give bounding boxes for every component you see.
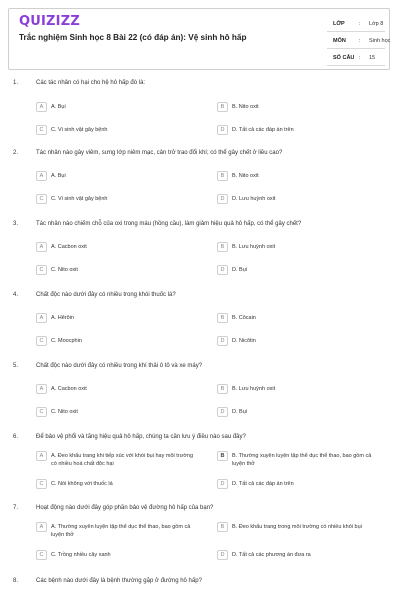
- worksheet-title: Trắc nghiệm Sinh học 8 Bài 22 (có đáp án): Vệ sinh hô hấp: [19, 33, 247, 42]
- meta-value: Sinh học: [369, 38, 391, 44]
- question-text: Các tác nhân có hại cho hệ hô hấp đó là:: [36, 80, 146, 86]
- meta-row-count: [327, 49, 385, 66]
- option-text: B. Nito oxit: [232, 173, 259, 179]
- option-letter-badge: D: [217, 125, 228, 135]
- option-text: A. Bụi: [51, 173, 66, 179]
- option-text: D. Tất cả các đáp án trên: [232, 481, 294, 487]
- option-text: A. Bụi: [51, 104, 66, 110]
- option-text: C. Nói không với thuốc lá: [51, 481, 113, 487]
- option-text: B. Thường xuyên luyện tập thể dục thể thao, bao gồm cả luyện thở: [232, 453, 372, 467]
- option-letter-badge: B: [217, 313, 228, 323]
- meta-separator: :: [359, 55, 361, 61]
- question-number: 8.: [13, 578, 19, 584]
- option-text: C. Nito oxit: [51, 267, 78, 273]
- option-letter-badge: A: [36, 313, 47, 323]
- question-text: Để bảo vệ phổi và tăng hiệu quả hô hấp, chúng ta cần lưu ý điều nào sau đây?: [36, 434, 246, 440]
- meta-separator: :: [359, 38, 361, 44]
- option-letter-badge: D: [217, 550, 228, 560]
- option-text: D. Bụi: [232, 409, 247, 415]
- question-text: Chất độc nào dưới đây có nhiều trong khí thải ô tô và xe máy?: [36, 363, 203, 369]
- option-letter-badge: C: [36, 125, 47, 135]
- meta-label: LỚP: [333, 21, 345, 27]
- question-number: 1.: [13, 80, 19, 86]
- option-text: D. Nicôtin: [232, 338, 256, 344]
- option-text: B. Lưu huỳnh oxit: [232, 244, 276, 250]
- option-letter-badge: B: [217, 242, 228, 252]
- option-letter-badge: A: [36, 451, 47, 461]
- option-text: D. Tất cả các phương án đưa ra: [232, 552, 311, 558]
- question-text: Các bệnh nào dưới đây là bệnh thường gặp ở đường hô hấp?: [36, 578, 202, 584]
- question-text: Chất độc nào dưới đây có nhiều trong khói thuốc lá?: [36, 292, 176, 298]
- question-number: 2.: [13, 150, 19, 156]
- option-letter-badge: A: [36, 242, 47, 252]
- meta-label: MÔN: [333, 38, 346, 44]
- option-letter-badge: B: [217, 451, 228, 461]
- question-number: 3.: [13, 221, 19, 227]
- option-text: C. Moocphin: [51, 338, 82, 344]
- question-text: Tác nhân nào gây viêm, sưng lớp niêm mạc, cản trở trao đổi khí; có thể gây chết ở liều cao?: [36, 150, 283, 156]
- option-letter-badge: C: [36, 194, 47, 204]
- meta-value: 15: [369, 55, 376, 61]
- option-letter-badge: A: [36, 384, 47, 394]
- option-letter-badge: D: [217, 479, 228, 489]
- option-text: A. Cacbon oxit: [51, 386, 87, 392]
- option-text: B. Côcain: [232, 315, 256, 321]
- option-letter-badge: C: [36, 550, 47, 560]
- option-letter-badge: B: [217, 522, 228, 532]
- option-letter-badge: D: [217, 336, 228, 346]
- option-text: A. Cacbon oxit: [51, 244, 87, 250]
- question-number: 5.: [13, 363, 19, 369]
- option-letter-badge: B: [217, 171, 228, 181]
- logo-text: QUIZIZZ: [19, 14, 80, 29]
- option-text: C. Nito oxit: [51, 409, 78, 415]
- option-letter-badge: D: [217, 194, 228, 204]
- option-text: A. Đeo khẩu trang khi tiếp xúc với khói bụi hay môi trường có nhiều hoá chất độc hại: [51, 453, 194, 467]
- meta-value: Lớp 8: [369, 21, 384, 27]
- option-letter-badge: D: [217, 265, 228, 275]
- option-letter-badge: C: [36, 407, 47, 417]
- meta-row-subject: [327, 32, 391, 49]
- question-number: 4.: [13, 292, 19, 298]
- question-number: 6.: [13, 434, 19, 440]
- option-text: D. Bụi: [232, 267, 247, 273]
- question-number: 7.: [13, 505, 19, 511]
- option-letter-badge: B: [217, 102, 228, 112]
- worksheet-header: [8, 8, 390, 70]
- option-letter-badge: B: [217, 384, 228, 394]
- option-text: D. Tất cả các đáp án trên: [232, 127, 294, 133]
- meta-row-class: [327, 15, 385, 32]
- option-text: B. Lưu huỳnh oxit: [232, 386, 276, 392]
- option-text: C. Vi sinh vật gây bệnh: [51, 196, 108, 202]
- meta-label: SỐ CÂU: [333, 55, 355, 61]
- option-letter-badge: D: [217, 407, 228, 417]
- option-text: A. Hêrôin: [51, 315, 74, 321]
- option-text: B. Nito oxit: [232, 104, 259, 110]
- option-text: B. Đeo khẩu trang trong môi trường có nhiều khói bụi: [232, 524, 362, 530]
- option-letter-badge: C: [36, 479, 47, 489]
- meta-separator: :: [359, 21, 361, 27]
- option-text: C. Trồng nhiều cây xanh: [51, 552, 111, 558]
- question-text: Hoạt động nào dưới đây góp phần bảo vệ đường hô hấp của bạn?: [36, 505, 214, 511]
- quizizz-logo: [19, 14, 80, 29]
- option-letter-badge: A: [36, 522, 47, 532]
- question-text: Tác nhân nào chiếm chỗ của oxi trong máu (hồng cầu), làm giảm hiệu quả hô hấp, có thể gây chết?: [36, 221, 302, 227]
- option-text: C. Vi sinh vật gây bệnh: [51, 127, 108, 133]
- option-letter-badge: A: [36, 171, 47, 181]
- option-text: D. Lưu huỳnh oxit: [232, 196, 276, 202]
- option-text: A. Thường xuyên luyện tập thể dục thể thao, bao gồm cả luyện thở: [51, 524, 191, 538]
- option-letter-badge: A: [36, 102, 47, 112]
- option-letter-badge: C: [36, 265, 47, 275]
- worksheet-meta: [327, 15, 391, 66]
- option-letter-badge: C: [36, 336, 47, 346]
